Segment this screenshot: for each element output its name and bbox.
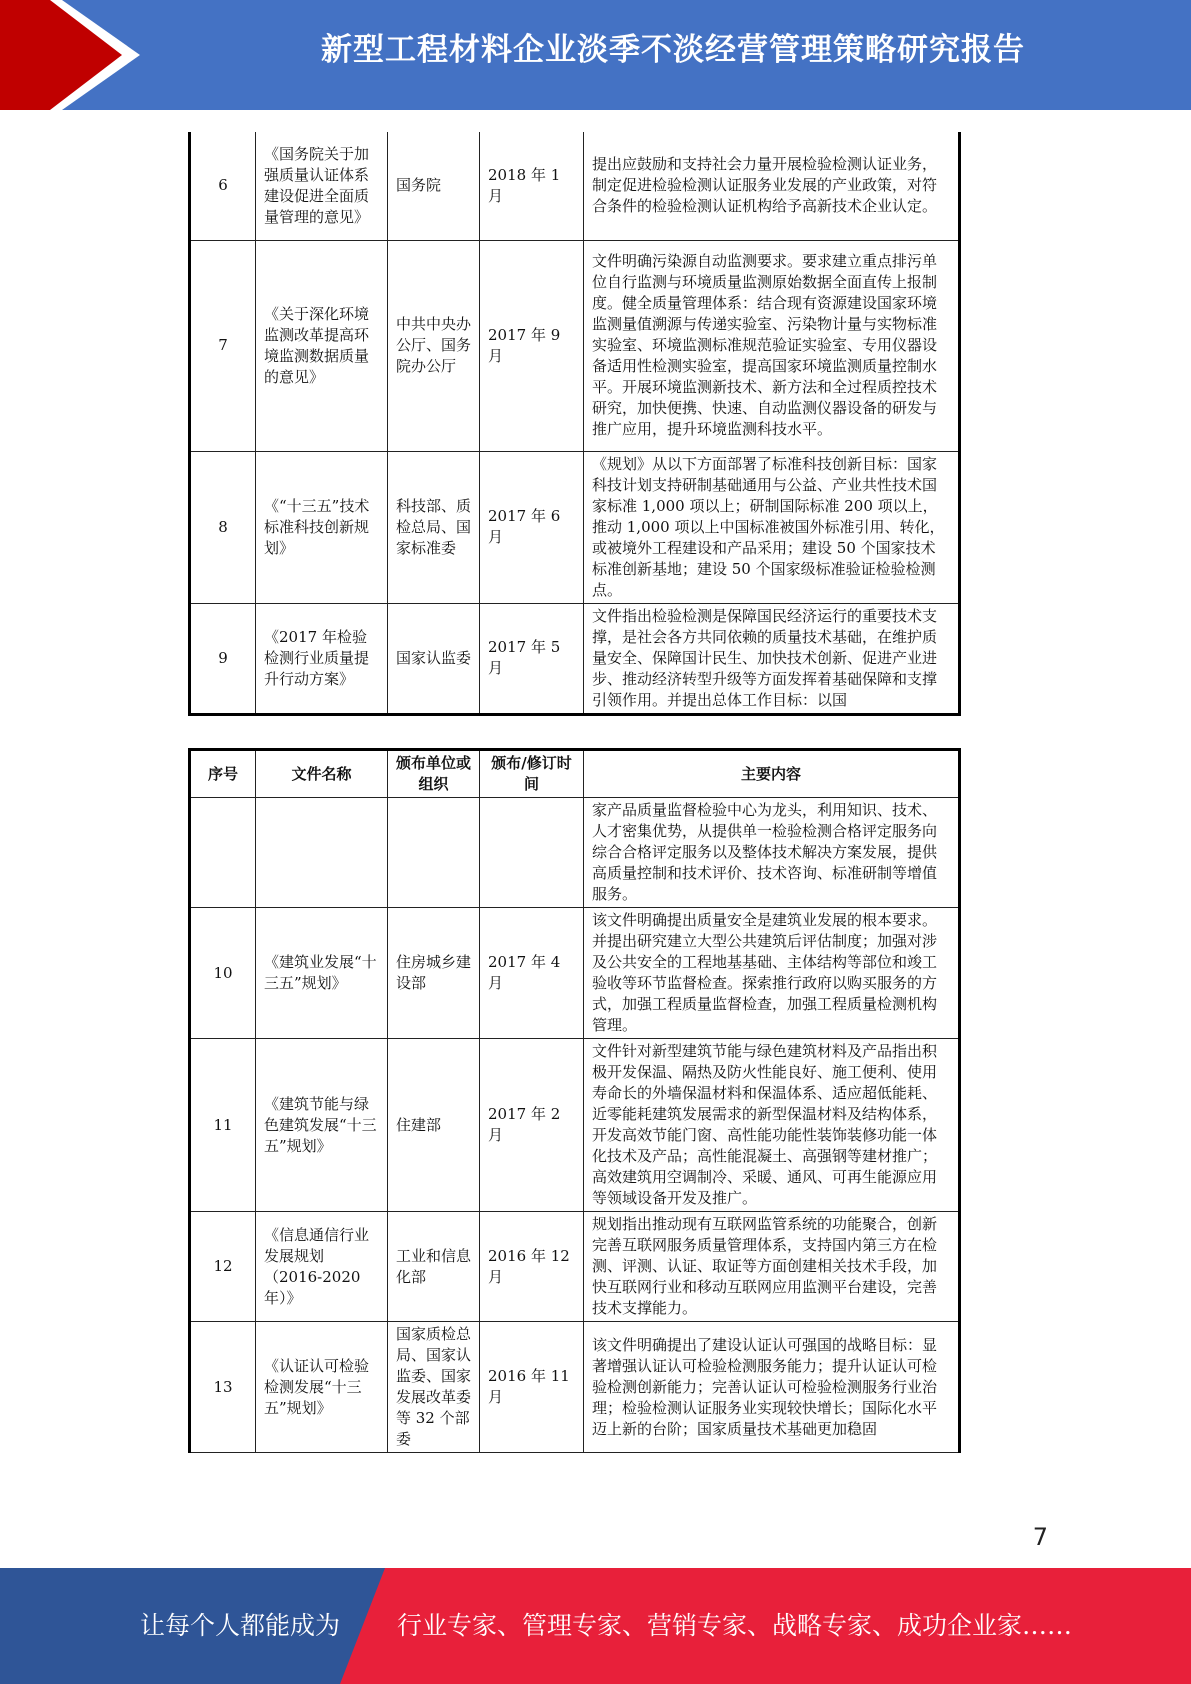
issuing-body: 国家质检总局、国家认监委、国家发展改革委等 32 个部委 xyxy=(388,1322,480,1453)
header-number: 序号 xyxy=(190,750,256,798)
main-content: 该文件明确提出了建设认证认可强国的战略目标：显著增强认证认可检验检测服务能力；提升认证认可检验检测创新能力；完善认证认可检验检测服务行业治理；检验检测认证服务业实现较快增长；国际化水平迈上新的台阶；国家质量技术基础更加稳固 xyxy=(584,1322,960,1453)
main-content: 家产品质量监督检验中心为龙头，利用知识、技术、人才密集优势，从提供单一检验检测合格评定服务向综合合格评定服务以及整体技术解决方案发展，提供高质量控制和技术评价、技术咨询、标准研制等增值服务。 xyxy=(584,798,960,908)
issue-date: 2017 年 2 月 xyxy=(480,1039,584,1212)
table-row xyxy=(190,798,960,908)
table-row xyxy=(190,240,960,451)
page-footer xyxy=(0,1568,1191,1684)
table-row xyxy=(190,603,960,714)
policy-table-continued xyxy=(188,132,961,716)
document-name: 《2017 年检验检测行业质量提升行动方案》 xyxy=(256,603,388,714)
issuing-body: 住房城乡建设部 xyxy=(388,908,480,1039)
table-row xyxy=(190,451,960,603)
issuing-body: 国务院 xyxy=(388,132,480,240)
document-name: 《国务院关于加强质量认证体系建设促进全面质量管理的意见》 xyxy=(256,132,388,240)
document-name: 《认证认可检验检测发展“十三五”规划》 xyxy=(256,1322,388,1453)
document-name: 《信息通信行业发展规划（2016-2020 年）》 xyxy=(256,1212,388,1322)
table-header-row xyxy=(190,750,960,798)
row-number: 12 xyxy=(190,1212,256,1322)
issuing-body: 科技部、质检总局、国家标准委 xyxy=(388,451,480,603)
document-name xyxy=(256,798,388,908)
table-row xyxy=(190,1039,960,1212)
issue-date: 2017 年 5 月 xyxy=(480,603,584,714)
main-content: 《规划》从以下方面部署了标准科技创新目标：国家科技计划支持研制基础通用与公益、产业共性技术国家标准 1,000 项以上；研制国际标准 200 项以上，推动 1,000 项以上中国标准被国外标准引用、转化，或被境外工程建设和产品采用；建设 50 个国家技术标准创新基地；建设 50 个国家级标准验证检验检测点。 xyxy=(584,451,960,603)
issuing-body: 住建部 xyxy=(388,1039,480,1212)
header-document-name: 文件名称 xyxy=(256,750,388,798)
issue-date: 2018 年 1 月 xyxy=(480,132,584,240)
issuing-body: 中共中央办公厅、国务院办公厅 xyxy=(388,240,480,451)
footer-slogan-left: 让每个人都能成为 xyxy=(140,1611,341,1640)
footer-slogan-right: 行业专家、管理专家、营销专家、战略专家、成功企业家…… xyxy=(397,1611,1073,1640)
row-number: 6 xyxy=(190,132,256,240)
issuing-body: 工业和信息化部 xyxy=(388,1212,480,1322)
table-row xyxy=(190,132,960,240)
issue-date: 2016 年 12 月 xyxy=(480,1212,584,1322)
main-content: 规划指出推动现有互联网监管系统的功能聚合，创新完善互联网服务质量管理体系，支持国内第三方在检测、评测、认证、取证等方面创建相关技术手段，加快互联网行业和移动互联网应用监测平台建设，完善技术支撑能力。 xyxy=(584,1212,960,1322)
row-number xyxy=(190,798,256,908)
issue-date: 2017 年 9 月 xyxy=(480,240,584,451)
main-content: 文件指出检验检测是保障国民经济运行的重要技术支撑，是社会各方共同依赖的质量技术基础，在维护质量安全、保障国计民生、加快技术创新、促进产业进步、推动经济转型升级等方面发挥着基础保障和支撑引领作用。并提出总体工作目标：以国 xyxy=(584,603,960,714)
report-title: 新型工程材料企业淡季不淡经营管理策略研究报告 xyxy=(321,32,1025,68)
issue-date: 2017 年 6 月 xyxy=(480,451,584,603)
document-name: 《建筑节能与绿色建筑发展“十三五”规划》 xyxy=(256,1039,388,1212)
main-content: 文件明确污染源自动监测要求。要求建立重点排污单位自行监测与环境质量监测原始数据全面直传上报制度。健全质量管理体系：结合现有资源建设国家环境监测量值溯源与传递实验室、污染物计量与实物标准实验室、环境监测标准规范验证实验室、专用仪器设备适用性检测实验室，提高国家环境监测质量控制水平。开展环境监测新技术、新方法和全过程质控技术研究，加快便携、快速、自动监测仪器设备的研发与推广应用，提升环境监测科技水平。 xyxy=(584,240,960,451)
issuing-body xyxy=(388,798,480,908)
main-content: 文件针对新型建筑节能与绿色建筑材料及产品指出积极开发保温、隔热及防火性能良好、施工便利、使用寿命长的外墙保温材料和保温体系、适应超低能耗、近零能耗建筑发展需求的新型保温材料及结构体系，开发高效节能门窗、高性能功能性装饰装修功能一体化技术及产品；高性能混凝土、高强钢等建材推广；高效建筑用空调制冷、采暖、通风、可再生能源应用等领域设备开发及推广。 xyxy=(584,1039,960,1212)
issue-date xyxy=(480,798,584,908)
main-content: 提出应鼓励和支持社会力量开展检验检测认证业务，制定促进检验检测认证服务业发展的产业政策，对符合条件的检验检测认证机构给予高新技术企业认定。 xyxy=(584,132,960,240)
row-number: 7 xyxy=(190,240,256,451)
row-number: 13 xyxy=(190,1322,256,1453)
main-content: 该文件明确提出质量安全是建筑业发展的根本要求。并提出研究建立大型公共建筑后评估制度；加强对涉及公共安全的工程地基基础、主体结构等部位和竣工验收等环节监督检查。探索推行政府以购买服务的方式，加强工程质量监督检查，加强工程质量检测机构管理。 xyxy=(584,908,960,1039)
document-name: 《建筑业发展“十三五”规划》 xyxy=(256,908,388,1039)
document-name: 《“十三五”技术标准科技创新规划》 xyxy=(256,451,388,603)
row-number: 10 xyxy=(190,908,256,1039)
header-issuing-body: 颁布单位或组织 xyxy=(388,750,480,798)
issuing-body: 国家认监委 xyxy=(388,603,480,714)
table-row xyxy=(190,908,960,1039)
page-header xyxy=(0,0,1191,110)
header-issue-date: 颁布/修订时间 xyxy=(480,750,584,798)
row-number: 9 xyxy=(190,603,256,714)
page-number: 7 xyxy=(1032,1523,1048,1551)
issue-date: 2017 年 4 月 xyxy=(480,908,584,1039)
document-name: 《关于深化环境监测改革提高环境监测数据质量的意见》 xyxy=(256,240,388,451)
issue-date: 2016 年 11 月 xyxy=(480,1322,584,1453)
header-main-content: 主要内容 xyxy=(584,750,960,798)
policy-table xyxy=(188,748,961,1453)
row-number: 8 xyxy=(190,451,256,603)
row-number: 11 xyxy=(190,1039,256,1212)
table-row xyxy=(190,1322,960,1453)
table-row xyxy=(190,1212,960,1322)
